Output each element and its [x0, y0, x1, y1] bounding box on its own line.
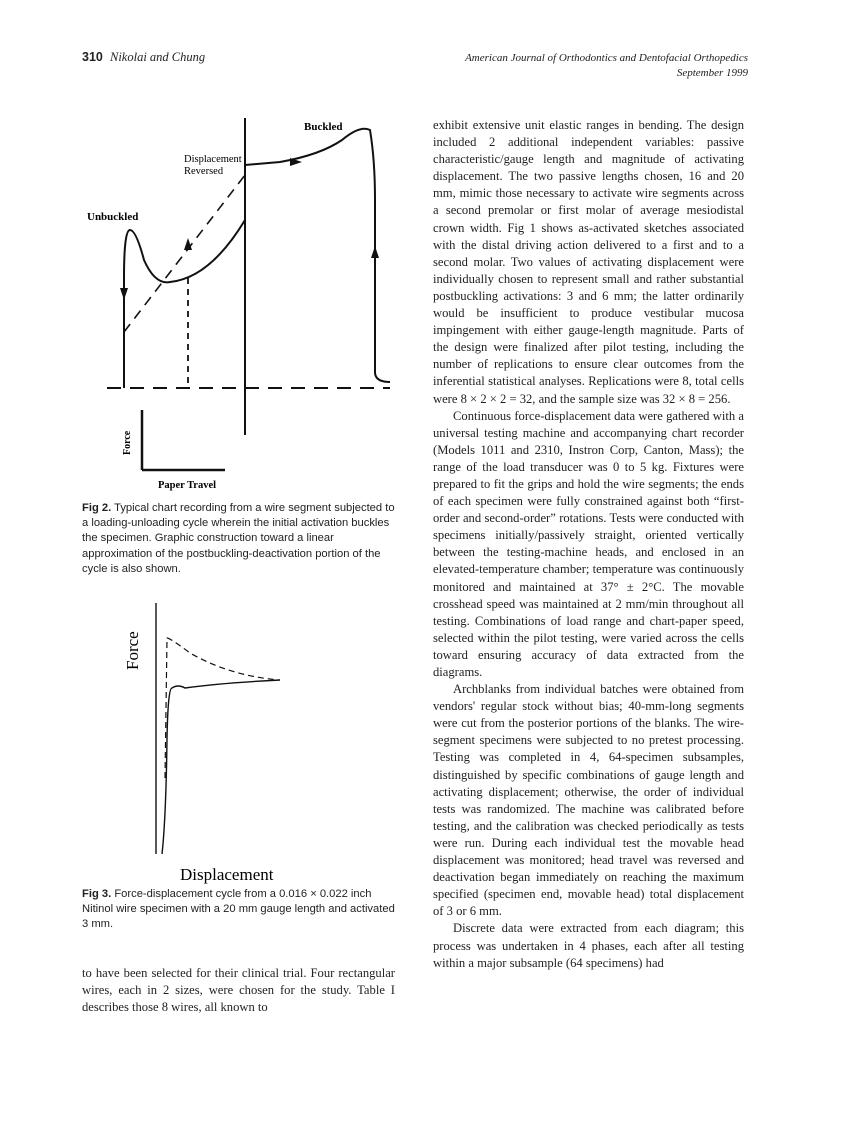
fig2-buckled-curve — [245, 129, 390, 382]
page-number: 310 — [82, 50, 103, 64]
figure-2-caption — [82, 501, 400, 577]
fig2-label-reversed: Reversed — [184, 166, 224, 177]
fig2-arrow-down — [120, 288, 128, 300]
fig3-label-force: Force — [123, 631, 142, 670]
issue-date: September 1999 — [676, 67, 748, 79]
fig2-label-force: Force — [122, 430, 133, 455]
running-header-left — [82, 50, 205, 65]
fig2-caption-text: Typical chart recording from a wire segment subjected to a loading-unloading cycle wherein the initial activation buckles the specimen. Graphic construction toward a linear approximation of the postbuckling-deactivation portion of the cycle is also shown. — [82, 502, 395, 575]
fig2-unbuckled-curve — [124, 220, 245, 388]
fig3-unloading-curve — [165, 638, 280, 778]
fig3-loading-curve — [162, 680, 280, 854]
fig3-caption-label: Fig 3. — [82, 888, 112, 900]
figure-3-caption — [82, 887, 400, 933]
left-column-text: to have been selected for their clinical trial. Four rectangular wires, each in 2 sizes, were chosen for the study. Table I describes those 8 wires, all known to — [82, 966, 395, 1015]
fig2-arrow-lower — [184, 238, 192, 250]
right-column — [433, 117, 744, 972]
paragraph-2: Continuous force-displacement data were gathered with a universal testing machine and accompanying chart recorder (Models 1011 and 2310, Instron Corp, Canton, Mass); the range of the load transducer was 0 to 5 kg. Fixtures were prepared to fit the grips and hold the wire segments; the ends of each specimen were fully constrained against both “first-order and second-order” rotations. Tests were conducted with specimens initially/passively straight, oriented vertically between the testing-machine heads, and enclosed in an elevated-temperature chamber; temperature was continuously monitored and maintained at 37° ± 2°C. The movable crosshead speed was maintained at 2 mm/min throughout all testing. Combinations of load range and chart-paper speed, selected within the pilot testing, were varied across the cells toward ensuring accuracy of data extracted from the diagrams. — [433, 408, 744, 679]
fig2-arrow-up — [371, 246, 379, 258]
fig2-caption-label: Fig 2. — [82, 502, 112, 514]
fig3-label-displacement: Displacement — [180, 865, 274, 884]
fig3-caption-text: Force-displacement cycle from a 0.016 × 0.022 inch Nitinol wire specimen with a 20 mm gauge length and activated 3 mm. — [82, 888, 395, 931]
paragraph-3: Archblanks from individual batches were obtained from vendors' regular stock without bias; 40-mm-long segments were cut from the posterior portions of the blanks. The wire-segment specimens were subjected to no pretest processing. Testing was completed in 4, 64-specimen subsamples, distinguished by specific combinations of gauge length and activating displacement; otherwise, the order of individual tests was randomized. The machine was calibrated before testing, and the calibration was checked periodically as tests were run. During each individual test the movable head displacement was monitored; head travel was reversed and deactivation began immediately on reaching the maximum specified (specimen end, movable head) total displacement of 3 or 6 mm. — [433, 682, 744, 919]
journal-title: American Journal of Orthodontics and Dentofacial Orthopedics — [465, 52, 748, 64]
fig2-label-buckled: Buckled — [304, 121, 343, 133]
fig2-label-unbuckled: Unbuckled — [87, 211, 139, 223]
paragraph-4: Discrete data were extracted from each diagram; this process was undertaken in 4 phases, each after all testing within a major subsample (64 specimens) had — [433, 921, 744, 970]
fig2-label-displacement: Displacement — [184, 154, 242, 165]
running-header-right — [465, 51, 748, 81]
figure-3-chart — [110, 598, 310, 888]
running-authors: Nikolai and Chung — [109, 50, 206, 64]
paragraph-1: exhibit extensive unit elastic ranges in bending. The design included 2 additional independent variables: passive characteristic/gauge length and magnitude of activating displacement. The two passive lengths chosen, 16 and 20 mm, mimic those necessary to activate wire segments across a second premolar or first molar of average mesiodistal crown width. Fig 1 shows as-activated sketches associated with the distal driving action delivered to a first and to a second molar. Two values of activating displacement were individually chosen to represent small and rather substantial postbuckling activations: 3 and 6 mm; the latter ordinarily would be insufficient to produce vestibular mucosa impingement with either gauge-length magnitude. Parts of the design were finalized after pilot testing, including the number of replications to ensure clear outcomes from the inferential statistical analyses. Replications were 8, total cells were 8 × 2 × 2 = 32, and the sample size was 32 × 8 = 256. — [433, 118, 744, 406]
fig2-label-paper-travel: Paper Travel — [158, 480, 217, 491]
figure-2-chart — [80, 110, 410, 500]
